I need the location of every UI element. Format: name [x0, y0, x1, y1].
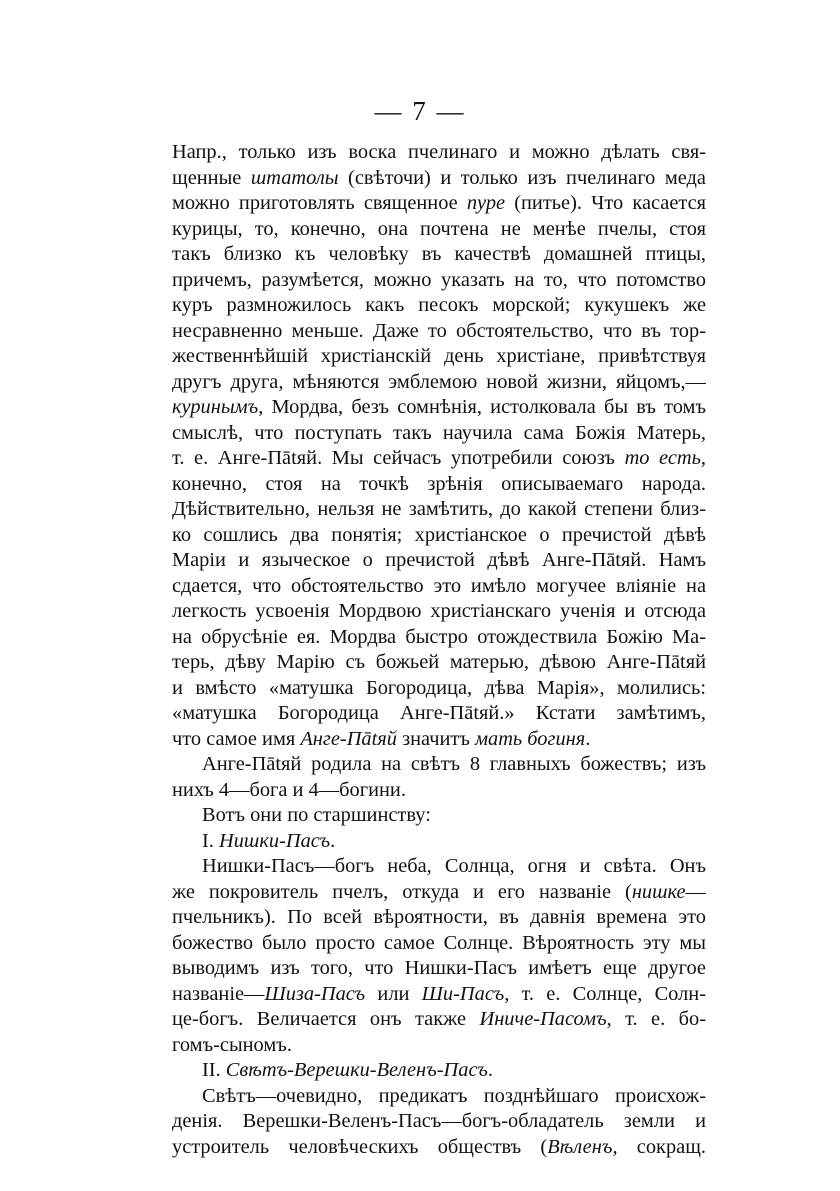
text-segment: выводимъ изъ того, что Нишки-Пасъ имѣетъ еще другое: [172, 957, 706, 979]
text-segment: .: [585, 727, 591, 750]
text-line: [172, 140, 706, 166]
text-segment: .: [330, 829, 336, 852]
text-segment: такъ близко къ человѣку въ качествѣ домашней птицы,: [172, 243, 706, 265]
text-line: [172, 880, 706, 906]
text-line: [172, 854, 706, 880]
text-segment: или: [365, 982, 422, 1005]
text-line: [172, 650, 706, 676]
italic-term: Вѣленъ: [547, 1135, 613, 1158]
text-segment: Анге-Пātяй родила на свѣтъ 8 главныхъ божествъ; изъ: [202, 753, 706, 775]
text-segment: легкость усвоенія Мордвою христіанскаго ученія и отсюда: [172, 600, 706, 622]
text-segment: ,: [700, 447, 706, 469]
text-segment: устроитель человѣческихъ обществъ (: [172, 1135, 548, 1158]
text-line: [172, 395, 706, 421]
text-line: [172, 752, 706, 778]
text-line: [172, 778, 706, 804]
text-segment: «матушка Богородица Анге-Пātяй.» Кстати замѣтимъ,: [172, 702, 706, 724]
text-segment: курицы, то, конечно, она почтена не менѣе пчелы, стоя: [172, 217, 706, 240]
text-line: [172, 625, 706, 651]
text-segment: гомъ-сыномъ.: [172, 1033, 292, 1056]
text-segment: денія. Верешки-Веленъ-Пасъ—богъ-обладатель земли и: [172, 1110, 706, 1132]
italic-term: Свѣтъ-Верешки-Веленъ-Пасъ: [225, 1059, 488, 1081]
text-line: [172, 166, 706, 192]
text-line: [172, 931, 706, 957]
text-segment: —: [685, 880, 706, 903]
text-segment: Вотъ они по старшинству:: [202, 804, 431, 826]
text-segment: .: [487, 1059, 493, 1081]
text-segment: це-богъ. Величается онъ также: [172, 1008, 480, 1030]
text-line: [172, 472, 706, 498]
text-segment: и вмѣсто «матушка Богородица, дѣва Марія», молились:: [172, 676, 706, 699]
text-line: [172, 1033, 706, 1059]
text-line: [172, 548, 706, 574]
text-segment: Дѣйствительно, нельзя не замѣтить, до какой степени близ-: [172, 498, 706, 520]
text-segment: несравненно меньше. Даже то обстоятельство, что въ тор-: [172, 319, 706, 342]
text-segment: , т. е. бо-: [606, 1008, 706, 1030]
text-line: [172, 982, 706, 1008]
text-segment: можно приготовлять священное: [172, 192, 467, 214]
text-line: [172, 829, 706, 855]
text-segment: , Мордва, безъ сомнѣнія, истолковала бы въ томъ: [258, 396, 706, 418]
text-segment: , т. е. Солнце, Солн-: [504, 982, 706, 1005]
text-segment: конечно, стоя на точкѣ зрѣнія описываемаго народа.: [172, 472, 706, 495]
text-line: [172, 1109, 706, 1135]
text-line: [172, 1135, 706, 1161]
text-segment: на обрусѣніе ея. Мордва быстро отождествила Божію Ма-: [172, 625, 706, 648]
text-line: [172, 1084, 706, 1110]
text-line: [172, 956, 706, 982]
text-line: [172, 446, 706, 472]
italic-term: Ши-Пасъ: [421, 982, 505, 1005]
text-segment: т. е. Анге-Пātяй. Мы сейчасъ употребили союзъ: [172, 447, 625, 469]
text-segment: , сокращ.: [612, 1135, 706, 1158]
italic-term: то есть: [624, 447, 701, 469]
text-segment: куръ размножилось какъ песокъ морской; кукушекъ же: [172, 294, 706, 316]
text-segment: ко сошлись два понятія; христіанское о пречистой дѣвѣ: [172, 523, 706, 546]
text-line: [172, 217, 706, 243]
body-text: [172, 140, 706, 1160]
italic-term: Анге-Пātяй: [300, 727, 397, 750]
text-segment: причемъ, разумѣется, можно указать на то, что потомство: [172, 268, 706, 291]
text-segment: что самое имя: [172, 727, 301, 750]
italic-term: нишке: [631, 880, 686, 903]
text-segment: (свѣточи) и только изъ пчелинаго меда: [338, 166, 706, 189]
text-line: [172, 293, 706, 319]
text-segment: жественнѣйшій христіанскій день христіане, привѣтствуя: [172, 345, 706, 367]
text-segment: нихъ 4—бога и 4—богини.: [172, 778, 406, 801]
text-segment: пчельникъ). По всей вѣроятности, въ давнія времена это: [172, 906, 706, 928]
text-line: [172, 1007, 706, 1033]
text-line: [172, 676, 706, 702]
text-line: [172, 727, 706, 753]
text-line: [172, 523, 706, 549]
text-segment: названіе—: [172, 982, 265, 1005]
italic-term: Иниче-Пасомъ: [479, 1008, 607, 1030]
text-line: [172, 1058, 706, 1084]
text-segment: же покровитель пчелъ, откуда и его названіе (: [172, 880, 632, 903]
text-line: [172, 599, 706, 625]
text-line: [172, 803, 706, 829]
text-segment: божество было просто самое Солнце. Вѣроятность эту мы: [172, 931, 706, 954]
page-number: — 7 —: [374, 96, 466, 126]
text-line: [172, 701, 706, 727]
text-segment: II.: [202, 1059, 226, 1081]
text-segment: Напр., только изъ воска пчелинаго и можно дѣлать свя-: [172, 141, 706, 163]
italic-term: куринымъ: [172, 396, 259, 418]
italic-term: Нишки-Пасъ: [219, 829, 331, 852]
text-segment: значитъ: [396, 727, 475, 750]
text-segment: терь, дѣву Марію съ божьей матерью, дѣвою Анге-Пātяй: [172, 651, 706, 673]
italic-term: Шиза-Пасъ: [264, 982, 366, 1005]
italic-term: пуре: [466, 192, 506, 214]
text-line: [172, 319, 706, 345]
text-segment: щенные: [172, 166, 251, 189]
italic-term: мать богиня: [475, 727, 586, 750]
text-line: [172, 242, 706, 268]
text-line: [172, 905, 706, 931]
text-segment: (питье). Что касается: [505, 192, 706, 214]
italic-term: штатолы: [250, 166, 339, 189]
text-line: [172, 268, 706, 294]
text-line: [172, 421, 706, 447]
text-line: [172, 574, 706, 600]
text-segment: I.: [202, 829, 219, 852]
text-segment: другъ друга, мѣняются эмблемою новой жизни, яйцомъ,—: [172, 370, 706, 393]
text-segment: Маріи и языческое о пречистой дѣвѣ Анге-Пātяй. Намъ: [172, 549, 706, 571]
text-line: [172, 344, 706, 370]
text-line: [172, 370, 706, 396]
text-line: [172, 497, 706, 523]
text-segment: Нишки-Пасъ—богъ неба, Солнца, огня и свѣта. Онъ: [202, 855, 706, 877]
text-line: [172, 191, 706, 217]
text-segment: смыслѣ, что поступать такъ научила сама Божія Матерь,: [172, 421, 706, 444]
text-segment: Свѣтъ—очевидно, предикатъ позднѣйшаго происхож-: [202, 1084, 706, 1107]
text-segment: сдается, что обстоятельство это имѣло могучее вліяніе на: [172, 574, 706, 597]
